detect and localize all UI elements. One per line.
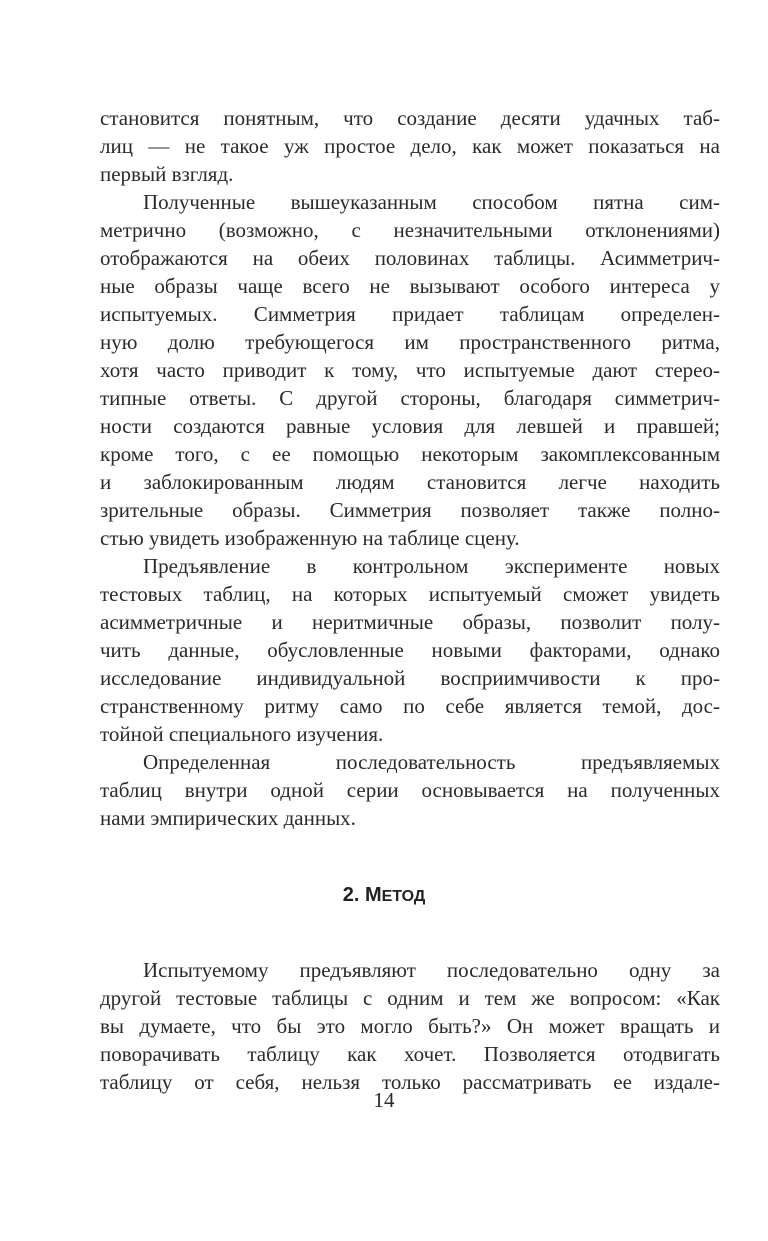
text-line: таблицу от себя, нельзя только рассматривать ее издале- xyxy=(100,1070,720,1094)
text-line: Испытуемому предъявляют последовательно одну за xyxy=(143,958,720,982)
text-line: таблиц внутри одной серии основывается на полученных xyxy=(100,778,720,802)
text-line: странственному ритму само по себе является темой, дос- xyxy=(100,694,720,718)
text-line: лиц — не такое уж простое дело, как может показаться на xyxy=(100,134,720,158)
text-line: Определенная последовательность предъявляемых xyxy=(143,750,720,774)
text-line: испытуемых. Симметрия придает таблицам определен- xyxy=(100,302,720,326)
text-line: и заблокированным людям становится легче находить xyxy=(100,470,720,494)
section-heading-title: ЕТОД xyxy=(381,888,426,905)
text-line: поворачивать таблицу как хочет. Позволяется отодвигать xyxy=(100,1042,720,1066)
body-text-after-heading xyxy=(100,956,720,1096)
text-line: ности создаются равные условия для левшей и правшей; xyxy=(100,414,720,438)
paragraph xyxy=(100,552,720,748)
paragraph xyxy=(100,748,720,832)
text-line: вы думаете, что бы это могло быть?» Он может вращать и xyxy=(100,1014,720,1038)
text-line: асимметричные и неритмичные образы, позволит полу- xyxy=(100,610,720,634)
section-heading-number: 2. М xyxy=(342,884,382,906)
text-line: ные образы чаще всего не вызывают особого интереса у xyxy=(100,274,720,298)
text-line: метрично (возможно, с незначительными отклонениями) xyxy=(100,218,720,242)
text-line: нами эмпирических данных. xyxy=(100,806,356,830)
text-line: Предъявление в контрольном эксперименте новых xyxy=(143,554,720,578)
text-line: кроме того, с ее помощью некоторым закомплексованным xyxy=(100,442,720,466)
text-line: Полученные вышеуказанным способом пятна сим- xyxy=(143,190,720,214)
text-line: чить данные, обусловленные новыми факторами, однако xyxy=(100,638,720,662)
paragraph xyxy=(100,104,720,188)
page-number: 14 xyxy=(373,1088,395,1112)
text-line: отображаются на обеих половинах таблицы. Асимметрич- xyxy=(100,246,720,270)
text-line: типные ответы. С другой стороны, благодаря симметрич- xyxy=(100,386,720,410)
text-line: другой тестовые таблицы с одним и тем же вопросом: «Как xyxy=(100,986,720,1010)
text-line: исследование индивидуальной восприимчивости к про- xyxy=(100,666,720,690)
text-line: зрительные образы. Симметрия позволяет также полно- xyxy=(100,498,720,522)
text-line: хотя часто приводит к тому, что испытуемые дают стерео- xyxy=(100,358,720,382)
paragraph xyxy=(100,188,720,552)
text-line: тестовых таблиц, на которых испытуемый сможет увидеть xyxy=(100,582,720,606)
text-line: тойной специального изучения. xyxy=(100,722,384,746)
text-line: становится понятным, что создание десяти удачных таб- xyxy=(100,106,720,130)
text-line: стью увидеть изображенную на таблице сцену. xyxy=(100,526,520,550)
text-line: ную долю требующегося им пространственного ритма, xyxy=(100,330,720,354)
section-heading xyxy=(0,884,768,907)
body-text-before-heading xyxy=(100,104,720,832)
text-line: первый взгляд. xyxy=(100,162,234,186)
paragraph xyxy=(100,956,720,1096)
